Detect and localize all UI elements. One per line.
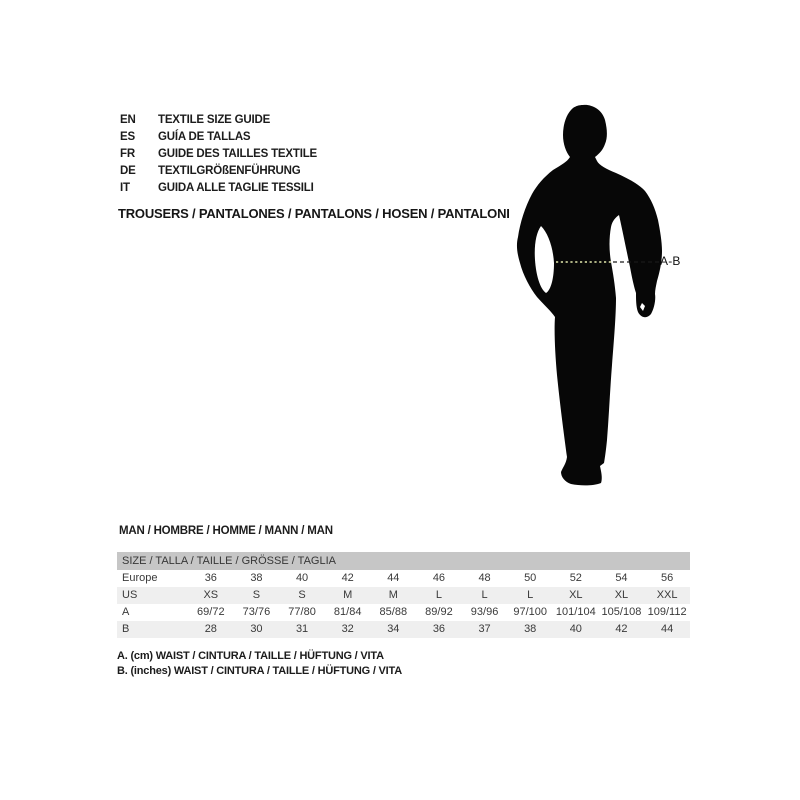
garment-title: TROUSERS / PANTALONES / PANTALONS / HOSEN / PANTALONI [118,206,510,221]
size-cell: S [279,587,325,604]
language-code: IT [120,182,130,194]
row-label: A [122,606,130,618]
size-cell: 36 [204,572,217,584]
note-waist-cm: A. (cm) WAIST / CINTURA / TAILLE / HÜFTUNG / VITA [117,650,384,662]
man-silhouette-figure [513,95,663,490]
size-cell: M [371,587,417,604]
language-label: TEXTILGRÖßENFÜHRUNG [158,165,301,177]
size-cell: 97/100 [513,606,548,618]
language-label: TEXTILE SIZE GUIDE [158,114,271,126]
table-row-a [117,604,690,621]
size-cell: XXL [644,587,690,604]
man-silhouette-icon [513,95,663,490]
size-cell: XL [553,587,599,604]
size-cell: XL [599,587,645,604]
table-row-b [117,621,690,638]
size-cell: 73/76 [242,606,271,618]
size-cell: 40 [553,621,599,638]
size-cell: L [416,587,462,604]
size-cell: 42 [341,572,354,584]
language-row-fr [120,146,317,163]
size-cell: 48 [478,572,491,584]
gender-title: MAN / HOMBRE / HOMME / MANN / MAN [119,525,333,537]
size-cell: 101/104 [555,606,596,618]
language-code: FR [120,148,135,160]
language-label: GUÍA DE TALLAS [158,131,251,143]
size-cell: 50 [524,572,537,584]
row-label: B [117,621,188,638]
size-cell: 109/112 [647,606,687,618]
size-cell: 34 [371,621,417,638]
language-list [120,112,317,197]
size-cell: 31 [279,621,325,638]
size-cell: S [234,587,280,604]
size-table-header-row [117,552,690,570]
size-cell: 36 [416,621,462,638]
row-label: Europe [122,572,158,584]
size-cell: 77/80 [288,606,316,618]
language-row-it [120,180,317,197]
size-cell: 46 [432,572,446,584]
table-row-us [117,587,690,604]
size-cell: 32 [325,621,371,638]
size-cell: L [462,587,508,604]
size-table [117,552,690,638]
language-code: DE [120,165,136,177]
measure-label: A-B [660,254,681,268]
size-cell: 40 [295,572,309,584]
note-waist-inches: B. (inches) WAIST / CINTURA / TAILLE / HÜFTUNG / VITA [117,665,402,677]
language-code: EN [120,114,136,126]
size-cell: 54 [615,572,628,584]
size-cell: 38 [250,572,263,584]
language-label: GUIDA ALLE TAGLIE TESSILI [158,182,314,194]
size-cell: L [507,587,553,604]
language-row-de [120,163,317,180]
size-cell: 37 [462,621,508,638]
size-cell: 105/108 [601,606,642,618]
size-cell: 81/84 [333,606,362,618]
size-cell: 85/88 [379,606,408,618]
size-cell: M [325,587,371,604]
size-cell: 38 [507,621,553,638]
size-cell: 42 [599,621,645,638]
table-row-europe [117,570,690,587]
size-cell: 44 [644,621,690,638]
size-cell: 52 [569,572,582,584]
language-code: ES [120,131,135,143]
language-label: GUIDE DES TAILLES TEXTILE [158,148,317,160]
size-cell: 30 [234,621,280,638]
language-row-en [120,112,317,129]
row-label: US [117,587,188,604]
size-table-header: SIZE / TALLA / TAILLE / GRÖSSE / TAGLIA [117,552,690,570]
language-row-es [120,129,317,146]
size-cell: 56 [661,572,674,584]
size-cell: 44 [387,572,400,584]
size-cell: XS [188,587,234,604]
size-cell: 28 [188,621,234,638]
size-cell: 89/92 [425,606,453,618]
size-cell: 93/96 [470,606,499,618]
size-cell: 69/72 [197,606,225,618]
